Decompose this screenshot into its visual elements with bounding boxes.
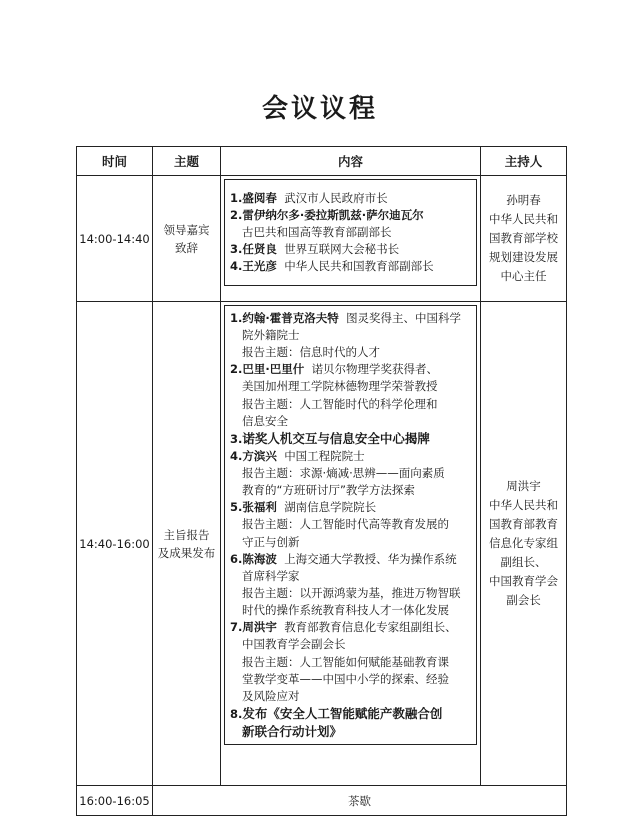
item-detail-line: 院外籍院士 [242, 328, 300, 342]
host-line: 副会长 [506, 593, 541, 607]
speaker-name: 任贤良 [242, 242, 277, 257]
item-detail-line: 首席科学家 [242, 568, 300, 583]
session-content [221, 302, 481, 786]
table-row [77, 302, 567, 786]
session-content [221, 176, 481, 302]
speaker-title: 武汉市人民政府市长 [284, 191, 388, 205]
item-number: 2. [230, 362, 243, 377]
speaker-name: 方滨兴 [242, 449, 277, 464]
host-line: 中华人民共和 [489, 498, 558, 512]
host-line: 国教育部教育 [489, 517, 558, 531]
speaker-name: 周洪宇 [242, 620, 277, 635]
item-detail-line: 古巴共和国高等教育部副部长 [242, 225, 392, 239]
session-host [481, 176, 567, 302]
item-number: 6. [230, 551, 243, 566]
agenda-table [76, 146, 567, 816]
item-detail-line: 时代的操作系统教育科技人才一体化发展 [242, 603, 449, 618]
item-detail-line: 美国加州理工学院林德物理学荣誉教授 [242, 379, 438, 394]
speaker-name: 陈海波 [242, 551, 277, 566]
header-topic: 主题 [153, 147, 221, 176]
speaker-name: 雷伊纳尔多·委拉斯凯兹·萨尔迪瓦尔 [242, 208, 424, 222]
item-number: 1. [230, 191, 243, 205]
header-content: 内容 [221, 147, 481, 176]
item-number: 2. [230, 208, 243, 222]
host-line: 中华人民共和 [489, 212, 558, 226]
speaker-name: 盛阅春 [242, 191, 277, 205]
agenda-item [230, 448, 470, 465]
speaker-title: 中华人民共和国教育部副部长 [284, 259, 434, 274]
agenda-item [230, 619, 470, 636]
topic-line: 主旨报告 [163, 527, 210, 542]
header-host: 主持人 [481, 147, 567, 176]
agenda-item [230, 241, 470, 258]
session-topic [153, 302, 221, 786]
host-line: 国教育部学校 [489, 231, 558, 245]
item-detail-line: 及风险应对 [242, 689, 300, 704]
item-detail-line: 报告主题：信息时代的人才 [242, 345, 380, 360]
host-line: 中心主任 [500, 269, 547, 283]
topic-line: 致辞 [175, 240, 198, 255]
session-topic [153, 176, 221, 302]
item-detail-line: 报告主题：人工智能如何赋能基础教育课 [242, 654, 449, 669]
speaker-title: 湖南信息学院院长 [284, 500, 377, 515]
topic-line: 及成果发布 [157, 545, 216, 560]
speaker-title: 上海交通大学教授、华为操作系统 [284, 551, 457, 566]
tea-break-label: 茶歇 [153, 786, 567, 816]
item-number: 7. [230, 620, 243, 635]
speaker-name: 约翰·霍普克洛夫特 [242, 311, 339, 325]
item-detail-line: 堂教学变革——中国中小学的探索、经验 [242, 671, 449, 686]
host-line: 规划建设发展 [489, 250, 558, 264]
speaker-name: 巴里·巴里什 [242, 362, 305, 377]
agenda-item [230, 310, 470, 327]
item-number: 8. [230, 707, 243, 722]
item-number: 4. [230, 449, 243, 464]
tea-time: 16:00-16:05 [77, 786, 153, 816]
host-line: 中国教育学会 [489, 574, 558, 588]
item-detail-line: 信息安全 [242, 413, 288, 428]
host-line: 副组长、 [500, 555, 547, 569]
session-time: 14:00-14:40 [77, 176, 153, 302]
table-header-row [77, 147, 567, 176]
agenda-item [230, 207, 470, 224]
item-number: 4. [230, 259, 243, 274]
header-time: 时间 [77, 147, 153, 176]
topic-line: 领导嘉宾 [163, 222, 210, 237]
item-detail-line: 报告主题：求源·熵减·思辨——面向素质 [242, 466, 445, 481]
item-number: 3. [230, 432, 243, 447]
speaker-title: 诺贝尔物理学奖获得者、 [311, 362, 439, 377]
item-number: 5. [230, 500, 243, 515]
agenda-item [230, 551, 470, 568]
item-highlight-line: 新联合行动计划》 [242, 724, 343, 740]
item-highlight: 诺奖人机交互与信息安全中心揭牌 [242, 431, 430, 447]
host-line: 周洪宇 [506, 479, 541, 493]
item-detail-line: 教育的“方班研讨厅”教学方法探索 [242, 483, 415, 498]
speaker-title: 教育部教育信息化专家组副组长、 [284, 620, 457, 635]
item-detail-line: 报告主题：人工智能时代的科学伦理和 [242, 396, 438, 411]
item-highlight: 发布《安全人工智能赋能产教融合创 [242, 706, 443, 722]
table-row [77, 176, 567, 302]
agenda-item [230, 361, 470, 378]
agenda-item [230, 705, 470, 723]
agenda-item [230, 190, 470, 207]
speaker-name: 张福利 [242, 500, 277, 515]
item-number: 3. [230, 242, 243, 257]
item-detail-line: 报告主题：以开源鸿蒙为基，推进万物智联 [242, 586, 461, 601]
speaker-title: 中国工程院院士 [284, 449, 365, 464]
agenda-item [230, 430, 470, 448]
host-line: 孙明春 [506, 193, 541, 207]
session-host [481, 302, 567, 786]
table-row [77, 786, 567, 816]
speaker-title: 图灵奖得主、中国科学 [346, 311, 462, 325]
speaker-title: 世界互联网大会秘书长 [284, 242, 400, 257]
session-time: 14:40-16:00 [77, 302, 153, 786]
item-detail-line: 中国教育学会副会长 [242, 637, 346, 652]
agenda-item [230, 499, 470, 516]
item-number: 1. [230, 311, 243, 325]
speaker-name: 王光彦 [242, 259, 277, 274]
page-title: 会议议程 [261, 94, 378, 124]
item-detail-line: 报告主题：人工智能时代高等教育发展的 [242, 517, 449, 532]
agenda-item [230, 258, 470, 275]
item-detail-line: 守正与创新 [242, 534, 300, 549]
host-line: 信息化专家组 [489, 536, 558, 550]
